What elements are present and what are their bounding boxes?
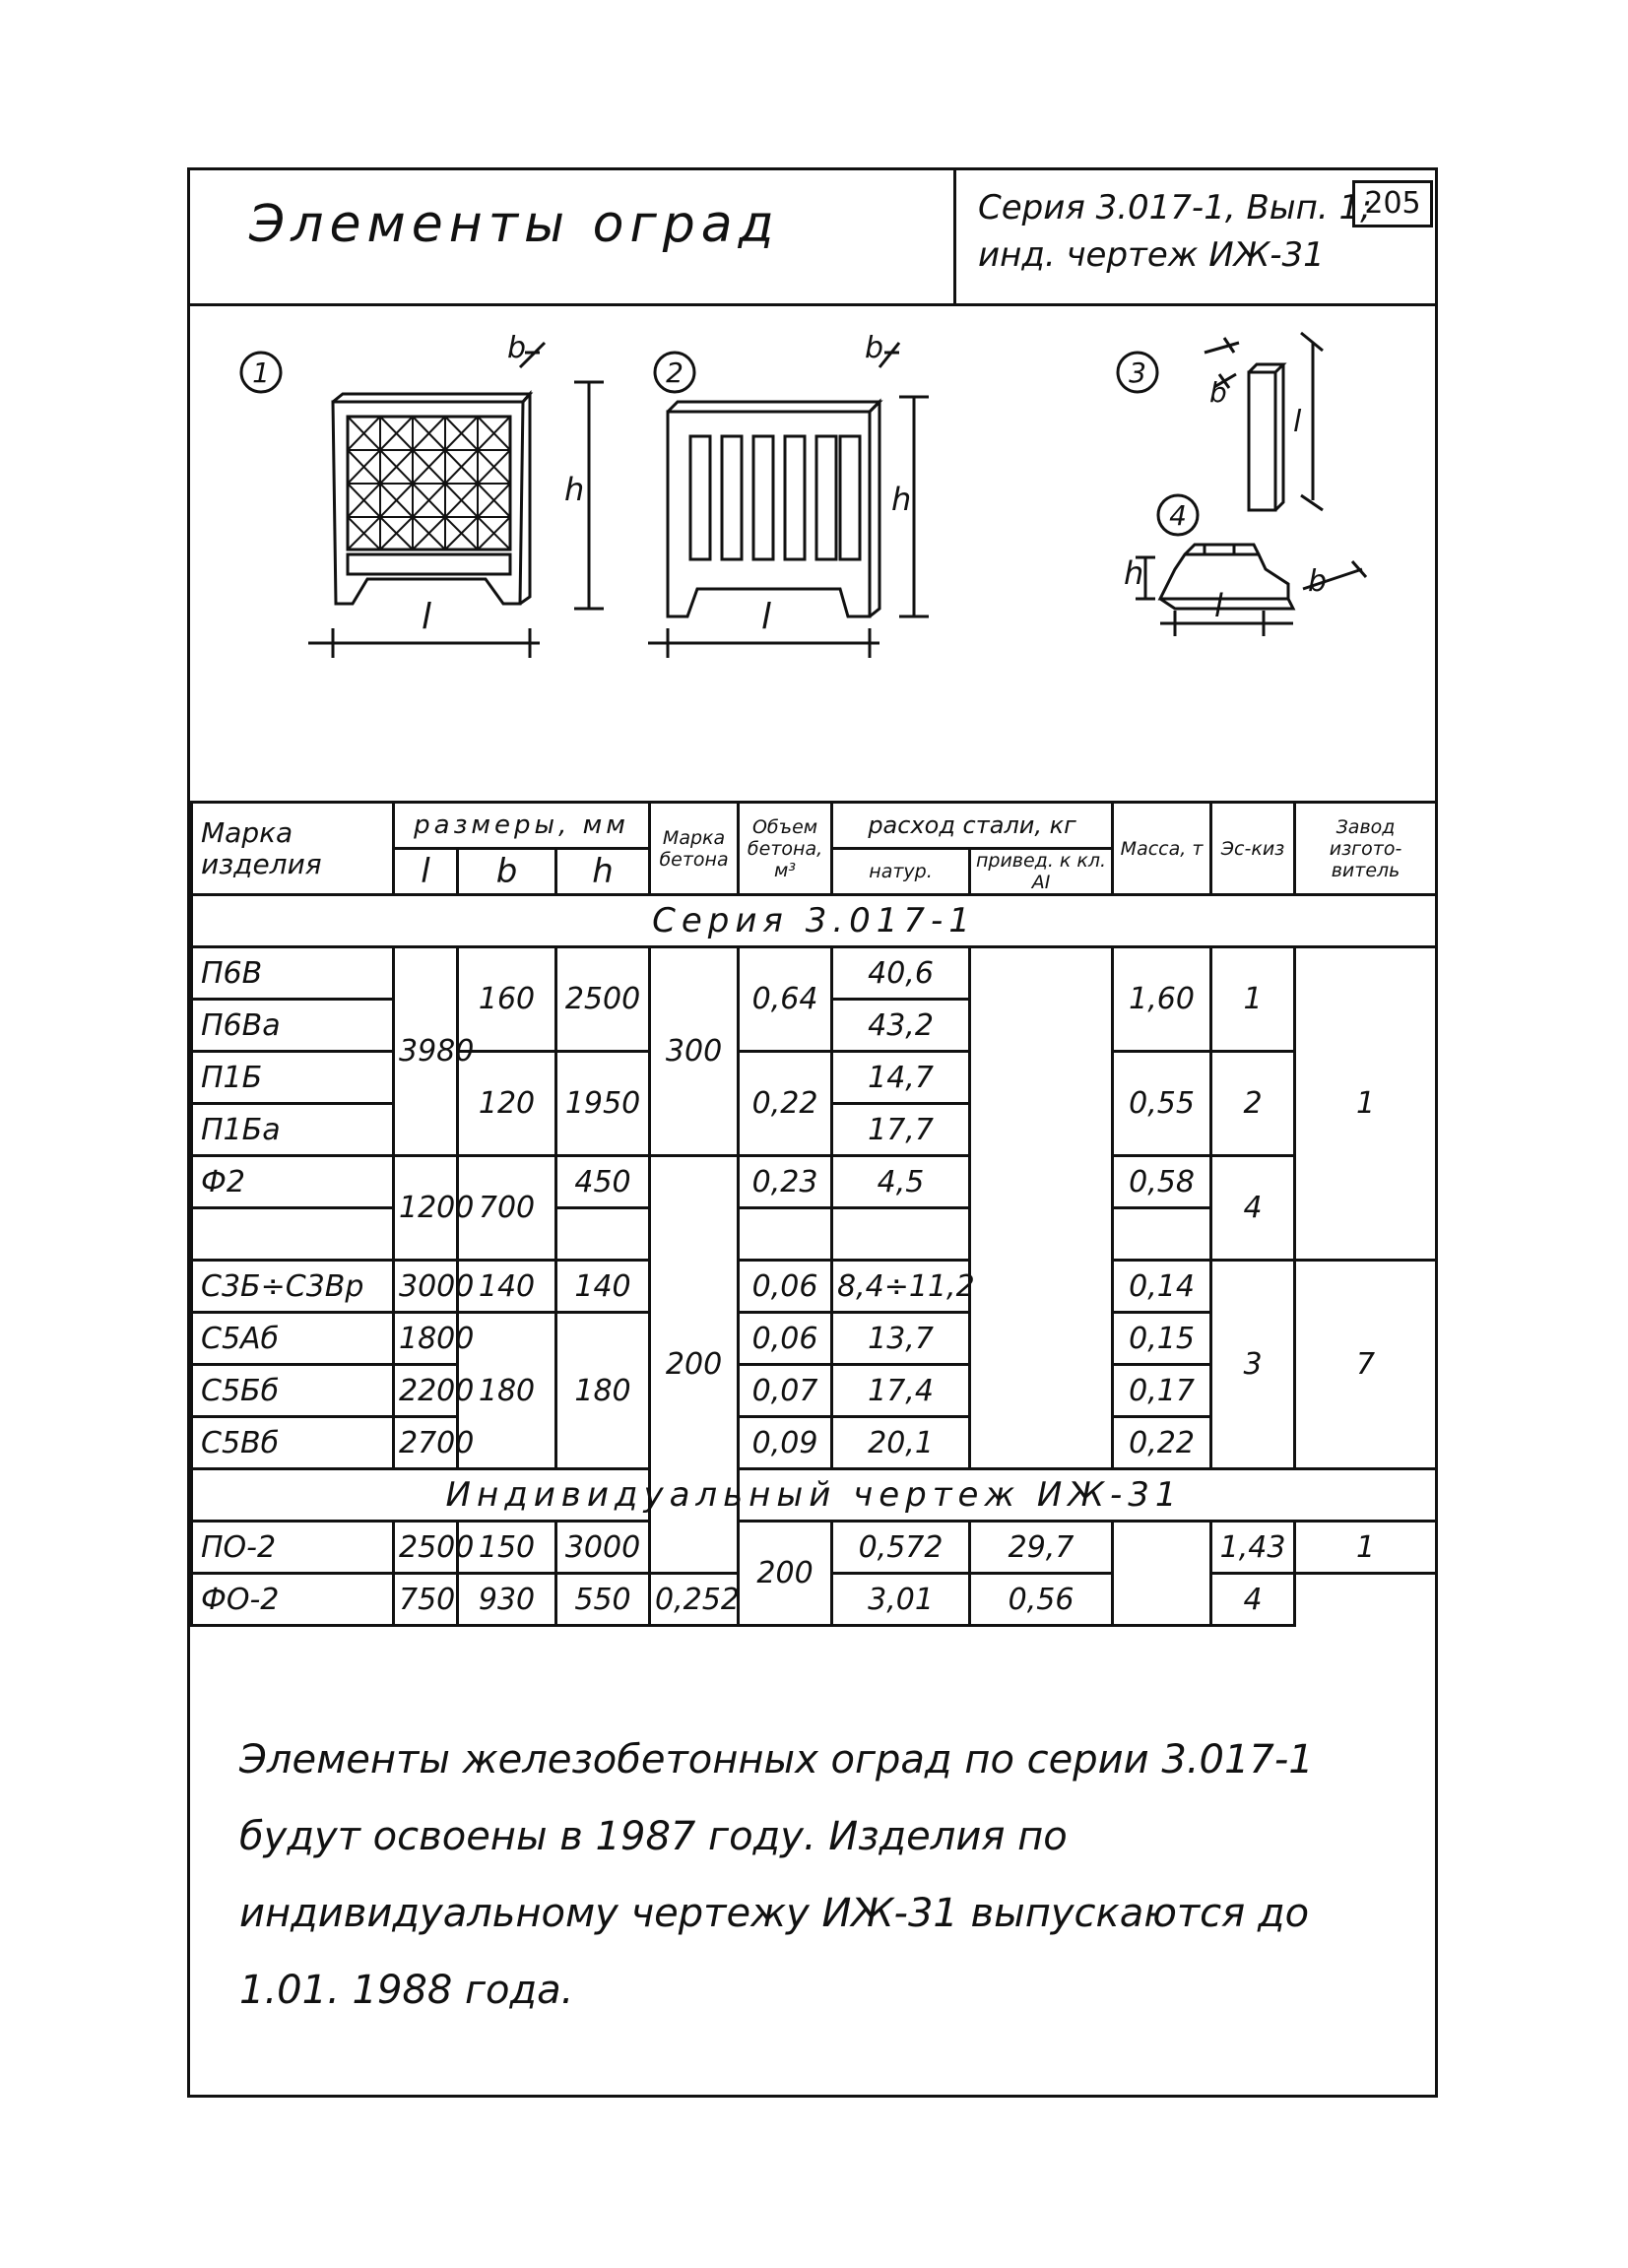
cell-l: 1200	[394, 1156, 458, 1261]
cell-mark: С5Вб	[192, 1417, 394, 1469]
cell-volume: 0,06	[739, 1313, 832, 1365]
cell-sketch: 1	[1211, 947, 1295, 1052]
cell-b: 180	[458, 1313, 556, 1469]
cell-mass	[1113, 1208, 1211, 1261]
header-b: b	[458, 849, 556, 895]
cell-mark: П1Б	[192, 1052, 394, 1104]
cell-sketch: 4	[1211, 1156, 1295, 1261]
header-l: l	[394, 849, 458, 895]
header-dims-group: размеры, мм	[394, 803, 650, 849]
cell-mark: П1Ба	[192, 1104, 394, 1156]
cell-h: 450	[556, 1156, 650, 1208]
panel-sketch-1	[308, 343, 604, 658]
series-reference	[978, 184, 1372, 279]
cell-h: 1950	[556, 1052, 650, 1156]
marker-label-4: 4	[1169, 499, 1187, 532]
cell-mark: П6Ва	[192, 1000, 394, 1052]
post-sketch-3	[1205, 333, 1323, 510]
cell-mass: 0,17	[1113, 1365, 1211, 1417]
series-reference-line1: Серия 3.017-1, Вып. 1;	[978, 188, 1372, 227]
cell-grade: 300	[650, 947, 739, 1156]
cell-l: 2700	[394, 1417, 458, 1469]
cell-l: 1800	[394, 1313, 458, 1365]
cell-plant: 7	[1295, 1261, 1437, 1469]
marker-label-1: 1	[252, 356, 270, 389]
cell-mark: С5Бб	[192, 1365, 394, 1417]
table-row	[192, 1522, 1437, 1574]
cell-volume: 0,22	[739, 1052, 832, 1156]
title-divider	[953, 170, 956, 303]
cell-steel: 40,6	[832, 947, 970, 1000]
marker-label-3: 3	[1129, 356, 1146, 389]
cell-b: 930	[458, 1574, 556, 1626]
cell-mark: С5Аб	[192, 1313, 394, 1365]
cell-mark: П6В	[192, 947, 394, 1000]
dim-b-3: b	[1209, 376, 1227, 409]
cell-plant: 1	[1295, 947, 1437, 1261]
dim-h-1: h	[564, 471, 585, 508]
cell-mass: 1,60	[1113, 947, 1211, 1052]
cell-steel: 17,4	[832, 1365, 970, 1417]
cell-volume: 0,572	[832, 1522, 970, 1574]
drawing-sheet	[187, 167, 1438, 2098]
table-row	[192, 947, 1437, 1000]
header-steel-natural: натур.	[832, 849, 970, 895]
cell-steel-reduced	[1113, 1522, 1211, 1626]
cell-steel: 14,7	[832, 1052, 970, 1104]
cell-b: 160	[458, 947, 556, 1052]
cell-mass: 0,22	[1113, 1417, 1211, 1469]
cell-mass: 0,14	[1113, 1261, 1211, 1313]
cell-l: 2500	[394, 1522, 458, 1574]
cell-mark: ФО-2	[192, 1574, 394, 1626]
cell-sketch: 3	[1211, 1261, 1295, 1469]
series-reference-line2: инд. чертеж ИЖ-31	[978, 235, 1325, 275]
cell-steel: 3,01	[832, 1574, 970, 1626]
dim-l-2: l	[761, 597, 772, 637]
cell-h: 2500	[556, 947, 650, 1052]
dim-l-1: l	[422, 597, 432, 637]
section-title-2: Индивидуальный чертеж ИЖ-31	[192, 1469, 1437, 1522]
cell-steel: 20,1	[832, 1417, 970, 1469]
cell-l: 2200	[394, 1365, 458, 1417]
header-steel-group: расход стали, кг	[832, 803, 1113, 849]
cell-volume: 0,07	[739, 1365, 832, 1417]
header-mass: Масса, т	[1113, 803, 1211, 895]
cell-l: 3000	[394, 1261, 458, 1313]
cell-h: 140	[556, 1261, 650, 1313]
cell-mass: 0,15	[1113, 1313, 1211, 1365]
foundation-sketch-4	[1136, 545, 1366, 636]
cell-l: 750	[394, 1574, 458, 1626]
dim-b-4: b	[1308, 564, 1328, 599]
cell-steel: 4,5	[832, 1156, 970, 1208]
section-row-1	[192, 895, 1437, 947]
cell-volume	[739, 1208, 832, 1261]
cell-h	[556, 1208, 650, 1261]
header-sketch: Эс-киз	[1211, 803, 1295, 895]
cell-volume: 0,06	[739, 1261, 832, 1313]
header-mark: Марка изделия	[192, 803, 394, 895]
cell-l: 3980	[394, 947, 458, 1156]
cell-b: 120	[458, 1052, 556, 1156]
cell-mark: С3Б÷С3Вр	[192, 1261, 394, 1313]
cell-steel: 29,7	[970, 1522, 1113, 1574]
cell-h: 3000	[556, 1522, 650, 1574]
sketches-area	[190, 303, 1435, 801]
cell-steel: 17,7	[832, 1104, 970, 1156]
cell-steel-reduced	[970, 947, 1113, 1469]
cell-mark: Ф2	[192, 1156, 394, 1208]
cell-mark: ПО-2	[192, 1522, 394, 1574]
dim-h-4: h	[1124, 554, 1144, 592]
header-h: h	[556, 849, 650, 895]
cell-volume: 0,64	[739, 947, 832, 1052]
cell-volume: 0,09	[739, 1417, 832, 1469]
cell-b: 700	[458, 1156, 556, 1261]
section-title-1: Серия 3.017-1	[192, 895, 1437, 947]
dim-l-3: l	[1293, 405, 1302, 439]
dim-b-1: b	[507, 331, 527, 365]
header-plant: Завод изгото-витель	[1295, 803, 1437, 895]
cell-sketch: 4	[1211, 1574, 1295, 1626]
table-row	[192, 1052, 1437, 1104]
cell-mass: 0,55	[1113, 1052, 1211, 1156]
sheet-number: 205	[1352, 180, 1433, 227]
table-header-row-1	[192, 803, 1437, 849]
cell-steel: 43,2	[832, 1000, 970, 1052]
cell-grade: 200	[650, 1156, 739, 1574]
header-concrete-volume: Объем бетона, м³	[739, 803, 832, 895]
dim-h-2: h	[891, 481, 912, 518]
cell-mark	[192, 1208, 394, 1261]
cell-h: 550	[556, 1574, 650, 1626]
cell-steel: 8,4÷11,2	[832, 1261, 970, 1313]
section-row-2	[192, 1469, 1437, 1522]
cell-sketch: 1	[1295, 1522, 1437, 1574]
dim-l-4: l	[1214, 587, 1223, 624]
cell-h: 180	[556, 1313, 650, 1469]
cell-steel: 13,7	[832, 1313, 970, 1365]
panel-sketch-2	[648, 343, 929, 658]
cell-mass: 0,58	[1113, 1156, 1211, 1208]
cell-mass: 0,56	[970, 1574, 1113, 1626]
cell-sketch: 2	[1211, 1052, 1295, 1156]
header-steel-reduced: привед. к кл. AI	[970, 849, 1113, 895]
dim-b-2: b	[865, 331, 884, 365]
cell-b: 140	[458, 1261, 556, 1313]
cell-b: 150	[458, 1522, 556, 1574]
specification-table	[190, 801, 1438, 1627]
table-row	[192, 1156, 1437, 1208]
cell-volume: 0,23	[739, 1156, 832, 1208]
cell-mass: 1,43	[1211, 1522, 1295, 1574]
cell-grade: 200	[739, 1522, 832, 1626]
table-row	[192, 1261, 1437, 1313]
header-concrete-grade: Марка бетона	[650, 803, 739, 895]
cell-volume: 0,252	[650, 1574, 739, 1626]
note-text: Элементы железобетонных оград по серии 3.017-1 будут освоены в 1987 году. Изделия по индивидуальному чертежу ИЖ-31 выпускаются до 1.01. 1988 года.	[239, 1737, 1314, 2013]
marker-label-2: 2	[666, 356, 684, 389]
page-title: Элементы оград	[249, 195, 780, 254]
cell-steel	[832, 1208, 970, 1261]
